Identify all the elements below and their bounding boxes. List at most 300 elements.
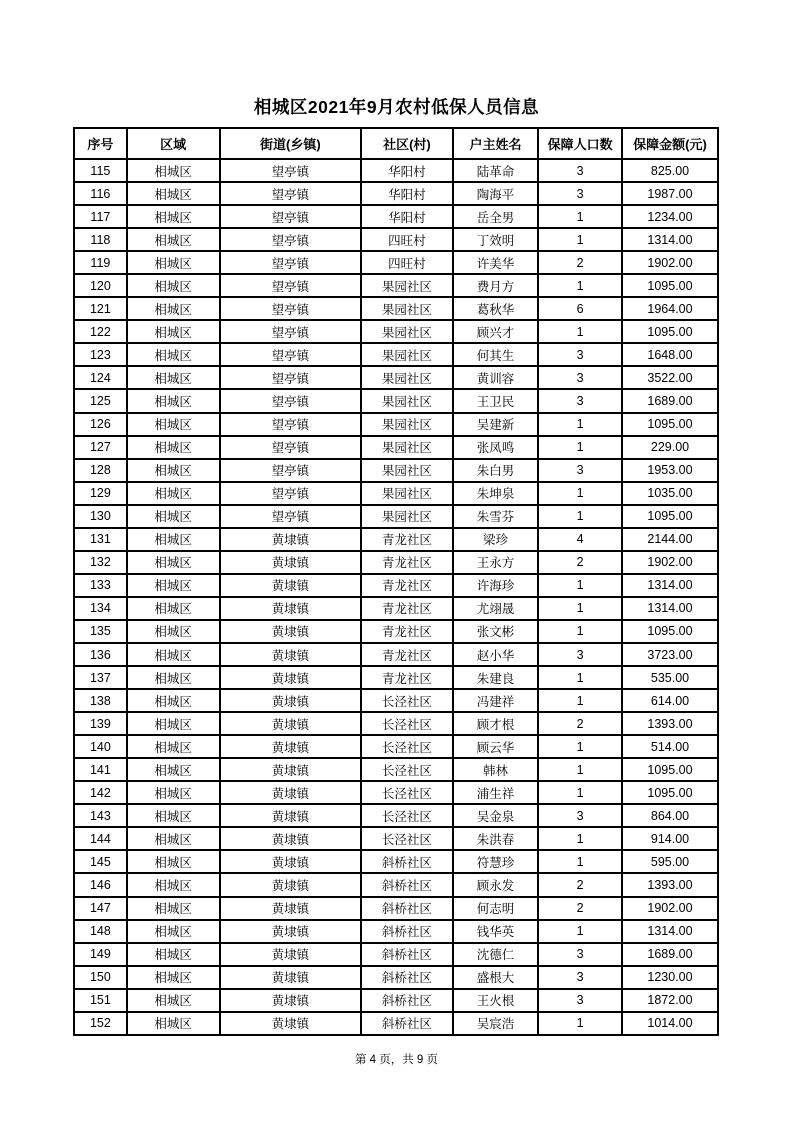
table-cell: 朱坤泉 (453, 482, 539, 505)
table-cell: 朱洪春 (453, 827, 539, 850)
welfare-table (73, 127, 719, 1036)
table-row (74, 873, 718, 896)
table-cell: 121 (74, 297, 127, 320)
table-cell: 1 (538, 205, 622, 228)
table-cell: 2 (538, 551, 622, 574)
table-cell: 123 (74, 343, 127, 366)
table-cell: 138 (74, 689, 127, 712)
table-cell: 黄埭镇 (220, 574, 362, 597)
table-cell: 3723.00 (622, 643, 718, 666)
table-cell: 尤翊晟 (453, 597, 539, 620)
table-cell: 3 (538, 643, 622, 666)
table-row (74, 1012, 718, 1035)
table-cell: 望亭镇 (220, 182, 362, 205)
table-cell: 相城区 (127, 597, 220, 620)
table-cell: 果园社区 (361, 413, 452, 436)
table-cell: 斜桥社区 (361, 850, 452, 873)
table-cell: 2144.00 (622, 528, 718, 551)
table-cell: 黄埭镇 (220, 735, 362, 758)
table-cell: 1 (538, 758, 622, 781)
table-cell: 143 (74, 804, 127, 827)
table-cell: 青龙社区 (361, 620, 452, 643)
table-cell: 1 (538, 689, 622, 712)
table-row (74, 781, 718, 804)
table-cell: 相城区 (127, 205, 220, 228)
table-cell: 青龙社区 (361, 643, 452, 666)
table-cell: 果园社区 (361, 505, 452, 528)
table-cell: 望亭镇 (220, 482, 362, 505)
table-cell: 135 (74, 620, 127, 643)
table-cell: 华阳村 (361, 205, 452, 228)
table-cell: 1095.00 (622, 320, 718, 343)
table-cell: 果园社区 (361, 343, 452, 366)
table-cell: 黄埭镇 (220, 804, 362, 827)
table-cell: 141 (74, 758, 127, 781)
table-cell: 黄埭镇 (220, 551, 362, 574)
table-cell: 张文彬 (453, 620, 539, 643)
table-cell: 120 (74, 274, 127, 297)
table-cell: 许美华 (453, 251, 539, 274)
table-cell: 相城区 (127, 666, 220, 689)
table-cell: 139 (74, 712, 127, 735)
table-cell: 长泾社区 (361, 827, 452, 850)
table-cell: 595.00 (622, 850, 718, 873)
table-cell: 望亭镇 (220, 413, 362, 436)
table-cell: 长泾社区 (361, 689, 452, 712)
table-body (74, 159, 718, 1035)
table-cell: 相城区 (127, 551, 220, 574)
table-cell: 望亭镇 (220, 343, 362, 366)
table-cell: 果园社区 (361, 436, 452, 459)
table-row (74, 297, 718, 320)
table-cell: 望亭镇 (220, 274, 362, 297)
table-cell: 1987.00 (622, 182, 718, 205)
header-row (74, 128, 718, 159)
table-cell: 望亭镇 (220, 159, 362, 182)
table-cell: 望亭镇 (220, 505, 362, 528)
table-cell: 1314.00 (622, 228, 718, 251)
table-row (74, 251, 718, 274)
table-cell: 1 (538, 482, 622, 505)
table-row (74, 228, 718, 251)
table-cell: 望亭镇 (220, 320, 362, 343)
table-row (74, 989, 718, 1012)
table-cell: 1230.00 (622, 966, 718, 989)
table-row (74, 159, 718, 182)
table-cell: 1095.00 (622, 274, 718, 297)
table-cell: 1 (538, 781, 622, 804)
table-cell: 相城区 (127, 850, 220, 873)
table-cell: 115 (74, 159, 127, 182)
table-row (74, 182, 718, 205)
table-cell: 相城区 (127, 459, 220, 482)
table-row (74, 850, 718, 873)
table-row (74, 943, 718, 966)
table-row (74, 804, 718, 827)
table-cell: 冯建祥 (453, 689, 539, 712)
table-cell: 1648.00 (622, 343, 718, 366)
table-cell: 128 (74, 459, 127, 482)
table-cell: 535.00 (622, 666, 718, 689)
table-cell: 华阳村 (361, 182, 452, 205)
table-row (74, 966, 718, 989)
table-cell: 赵小华 (453, 643, 539, 666)
table-row (74, 827, 718, 850)
column-header-householder: 户主姓名 (453, 128, 539, 159)
table-cell: 望亭镇 (220, 459, 362, 482)
table-cell: 2 (538, 873, 622, 896)
table-cell: 黄埭镇 (220, 827, 362, 850)
table-cell: 丁效明 (453, 228, 539, 251)
table-cell: 长泾社区 (361, 781, 452, 804)
table-cell: 1 (538, 920, 622, 943)
table-cell: 果园社区 (361, 274, 452, 297)
table-cell: 3522.00 (622, 366, 718, 389)
table-row (74, 735, 718, 758)
table-cell: 相城区 (127, 989, 220, 1012)
table-cell: 1 (538, 597, 622, 620)
column-header-population: 保障人口数 (538, 128, 622, 159)
table-cell: 117 (74, 205, 127, 228)
table-cell: 1314.00 (622, 920, 718, 943)
table-cell: 黄埭镇 (220, 873, 362, 896)
table-row (74, 666, 718, 689)
table-cell: 望亭镇 (220, 228, 362, 251)
table-cell: 黄埭镇 (220, 920, 362, 943)
table-cell: 相城区 (127, 320, 220, 343)
table-cell: 葛秋华 (453, 297, 539, 320)
table-cell: 斜桥社区 (361, 1012, 452, 1035)
table-row (74, 366, 718, 389)
table-cell: 1314.00 (622, 574, 718, 597)
table-row (74, 758, 718, 781)
table-row (74, 343, 718, 366)
table-cell: 相城区 (127, 966, 220, 989)
table-cell: 514.00 (622, 735, 718, 758)
table-cell: 黄训容 (453, 366, 539, 389)
table-header (74, 128, 718, 159)
table-cell: 黄埭镇 (220, 643, 362, 666)
column-header-serial: 序号 (74, 128, 127, 159)
table-cell: 1393.00 (622, 712, 718, 735)
table-cell: 黄埭镇 (220, 620, 362, 643)
table-cell: 黄埭镇 (220, 966, 362, 989)
table-cell: 许海珍 (453, 574, 539, 597)
table-cell: 3 (538, 989, 622, 1012)
table-row (74, 389, 718, 412)
table-row (74, 689, 718, 712)
table-cell: 118 (74, 228, 127, 251)
column-header-community: 社区(村) (361, 128, 452, 159)
table-cell: 相城区 (127, 920, 220, 943)
table-cell: 吴宸浩 (453, 1012, 539, 1035)
table-cell: 四旺村 (361, 228, 452, 251)
table-cell: 1689.00 (622, 943, 718, 966)
table-row (74, 436, 718, 459)
table-cell: 果园社区 (361, 366, 452, 389)
table-row (74, 274, 718, 297)
table-cell: 斜桥社区 (361, 966, 452, 989)
table-cell: 3 (538, 804, 622, 827)
table-cell: 132 (74, 551, 127, 574)
table-cell: 133 (74, 574, 127, 597)
table-cell: 122 (74, 320, 127, 343)
table-cell: 4 (538, 528, 622, 551)
table-cell: 1902.00 (622, 897, 718, 920)
table-cell: 1 (538, 735, 622, 758)
table-cell: 1035.00 (622, 482, 718, 505)
table-cell: 1014.00 (622, 1012, 718, 1035)
table-cell: 王永方 (453, 551, 539, 574)
table-cell: 124 (74, 366, 127, 389)
table-cell: 黄埭镇 (220, 943, 362, 966)
table-cell: 相城区 (127, 413, 220, 436)
table-cell: 相城区 (127, 228, 220, 251)
table-cell: 3 (538, 343, 622, 366)
table-cell: 3 (538, 366, 622, 389)
table-cell: 相城区 (127, 735, 220, 758)
table-cell: 朱建良 (453, 666, 539, 689)
table-row (74, 551, 718, 574)
table-cell: 费月方 (453, 274, 539, 297)
table-cell: 1 (538, 228, 622, 251)
table-cell: 王卫民 (453, 389, 539, 412)
table-cell: 151 (74, 989, 127, 1012)
table-cell: 何志明 (453, 897, 539, 920)
table-cell: 140 (74, 735, 127, 758)
table-cell: 914.00 (622, 827, 718, 850)
table-cell: 150 (74, 966, 127, 989)
table-cell: 127 (74, 436, 127, 459)
table-cell: 3 (538, 182, 622, 205)
table-cell: 顾永发 (453, 873, 539, 896)
table-cell: 146 (74, 873, 127, 896)
table-cell: 相城区 (127, 643, 220, 666)
table-cell: 149 (74, 943, 127, 966)
table-cell: 1 (538, 413, 622, 436)
table-cell: 1 (538, 1012, 622, 1035)
table-cell: 顾才根 (453, 712, 539, 735)
table-cell: 130 (74, 505, 127, 528)
table-cell: 望亭镇 (220, 366, 362, 389)
table-cell: 岳全男 (453, 205, 539, 228)
table-cell: 1095.00 (622, 620, 718, 643)
table-cell: 斜桥社区 (361, 897, 452, 920)
table-cell: 1 (538, 320, 622, 343)
table-row (74, 574, 718, 597)
table-cell: 126 (74, 413, 127, 436)
table-cell: 相城区 (127, 297, 220, 320)
table-cell: 顾兴才 (453, 320, 539, 343)
table-row (74, 620, 718, 643)
table-cell: 青龙社区 (361, 666, 452, 689)
table-cell: 果园社区 (361, 389, 452, 412)
table-cell: 斜桥社区 (361, 989, 452, 1012)
table-cell: 3 (538, 389, 622, 412)
table-cell: 相城区 (127, 436, 220, 459)
table-cell: 沈德仁 (453, 943, 539, 966)
table-row (74, 920, 718, 943)
table-cell: 相城区 (127, 943, 220, 966)
table-cell: 斜桥社区 (361, 943, 452, 966)
table-cell: 相城区 (127, 574, 220, 597)
table-cell: 1 (538, 274, 622, 297)
table-cell: 望亭镇 (220, 389, 362, 412)
table-cell: 相城区 (127, 897, 220, 920)
table-cell: 韩林 (453, 758, 539, 781)
table-cell: 142 (74, 781, 127, 804)
table-cell: 斜桥社区 (361, 873, 452, 896)
table-row (74, 482, 718, 505)
table-cell: 相城区 (127, 505, 220, 528)
table-cell: 614.00 (622, 689, 718, 712)
page-number: 第 4 页，共 9 页 (354, 1054, 439, 1066)
table-cell: 相城区 (127, 758, 220, 781)
table-cell: 1 (538, 850, 622, 873)
table-cell: 盛根大 (453, 966, 539, 989)
table-cell: 相城区 (127, 804, 220, 827)
table-cell: 黄埭镇 (220, 897, 362, 920)
table-row (74, 712, 718, 735)
table-cell: 相城区 (127, 343, 220, 366)
table-cell: 黄埭镇 (220, 597, 362, 620)
table-cell: 黄埭镇 (220, 712, 362, 735)
table-cell: 相城区 (127, 689, 220, 712)
table-row (74, 320, 718, 343)
table-cell: 1095.00 (622, 413, 718, 436)
table-cell: 钱华英 (453, 920, 539, 943)
table-cell: 黄埭镇 (220, 989, 362, 1012)
table-cell: 825.00 (622, 159, 718, 182)
table-cell: 何其生 (453, 343, 539, 366)
table-cell: 相城区 (127, 528, 220, 551)
page-title: 相城区2021年9月农村低保人员信息 (253, 97, 540, 117)
table-cell: 望亭镇 (220, 436, 362, 459)
table-cell: 相城区 (127, 482, 220, 505)
table-cell: 148 (74, 920, 127, 943)
table-cell: 长泾社区 (361, 804, 452, 827)
table-cell: 1 (538, 574, 622, 597)
table-cell: 果园社区 (361, 482, 452, 505)
table-cell: 青龙社区 (361, 551, 452, 574)
table-cell: 符慧珍 (453, 850, 539, 873)
table-cell: 黄埭镇 (220, 689, 362, 712)
table-cell: 青龙社区 (361, 597, 452, 620)
table-cell: 长泾社区 (361, 735, 452, 758)
table-row (74, 897, 718, 920)
table-cell: 黄埭镇 (220, 1012, 362, 1035)
table-cell: 望亭镇 (220, 251, 362, 274)
table-cell: 相城区 (127, 712, 220, 735)
table-row (74, 597, 718, 620)
table-cell: 1953.00 (622, 459, 718, 482)
table-cell: 陶海平 (453, 182, 539, 205)
table-cell: 张凤鸣 (453, 436, 539, 459)
table-cell: 果园社区 (361, 320, 452, 343)
table-cell: 朱雪芬 (453, 505, 539, 528)
table-cell: 1 (538, 505, 622, 528)
table-cell: 1902.00 (622, 551, 718, 574)
table-cell: 黄埭镇 (220, 850, 362, 873)
table-cell: 144 (74, 827, 127, 850)
column-header-region: 区域 (127, 128, 220, 159)
table-row (74, 528, 718, 551)
table-cell: 黄埭镇 (220, 781, 362, 804)
table-cell: 3 (538, 159, 622, 182)
table-cell: 136 (74, 643, 127, 666)
table-cell: 望亭镇 (220, 297, 362, 320)
table-cell: 相城区 (127, 620, 220, 643)
table-cell: 1964.00 (622, 297, 718, 320)
table-cell: 131 (74, 528, 127, 551)
table-cell: 1393.00 (622, 873, 718, 896)
table-cell: 果园社区 (361, 459, 452, 482)
table-cell: 1 (538, 827, 622, 850)
table-cell: 1902.00 (622, 251, 718, 274)
table-cell: 相城区 (127, 781, 220, 804)
table-cell: 137 (74, 666, 127, 689)
table-cell: 229.00 (622, 436, 718, 459)
table-cell: 王火根 (453, 989, 539, 1012)
table-cell: 1872.00 (622, 989, 718, 1012)
table-cell: 长泾社区 (361, 712, 452, 735)
table-cell: 152 (74, 1012, 127, 1035)
table-cell: 129 (74, 482, 127, 505)
table-cell: 116 (74, 182, 127, 205)
table-cell: 相城区 (127, 366, 220, 389)
table-cell: 6 (538, 297, 622, 320)
table-cell: 3 (538, 943, 622, 966)
table-cell: 相城区 (127, 159, 220, 182)
table-cell: 吴金泉 (453, 804, 539, 827)
table-cell: 1689.00 (622, 389, 718, 412)
table-cell: 2 (538, 897, 622, 920)
table-cell: 1095.00 (622, 781, 718, 804)
table-cell: 青龙社区 (361, 574, 452, 597)
table-cell: 梁珍 (453, 528, 539, 551)
table-cell: 相城区 (127, 1012, 220, 1035)
table-cell: 相城区 (127, 389, 220, 412)
table-cell: 1314.00 (622, 597, 718, 620)
table-cell: 顾云华 (453, 735, 539, 758)
table-cell: 黄埭镇 (220, 528, 362, 551)
table-cell: 华阳村 (361, 159, 452, 182)
table-cell: 2 (538, 251, 622, 274)
table-cell: 125 (74, 389, 127, 412)
table-cell: 四旺村 (361, 251, 452, 274)
table-cell: 浦生祥 (453, 781, 539, 804)
table-cell: 1095.00 (622, 758, 718, 781)
table-cell: 果园社区 (361, 297, 452, 320)
table-cell: 864.00 (622, 804, 718, 827)
table-cell: 朱白男 (453, 459, 539, 482)
table-row (74, 459, 718, 482)
table-cell: 3 (538, 459, 622, 482)
table-cell: 相城区 (127, 274, 220, 297)
table-cell: 相城区 (127, 873, 220, 896)
table-cell: 相城区 (127, 827, 220, 850)
table-cell: 1 (538, 436, 622, 459)
table-cell: 相城区 (127, 251, 220, 274)
table-row (74, 413, 718, 436)
table-row (74, 205, 718, 228)
table-cell: 1 (538, 666, 622, 689)
table-cell: 陆革命 (453, 159, 539, 182)
table-cell: 长泾社区 (361, 758, 452, 781)
table-cell: 黄埭镇 (220, 666, 362, 689)
table-cell: 1095.00 (622, 505, 718, 528)
table-cell: 2 (538, 712, 622, 735)
